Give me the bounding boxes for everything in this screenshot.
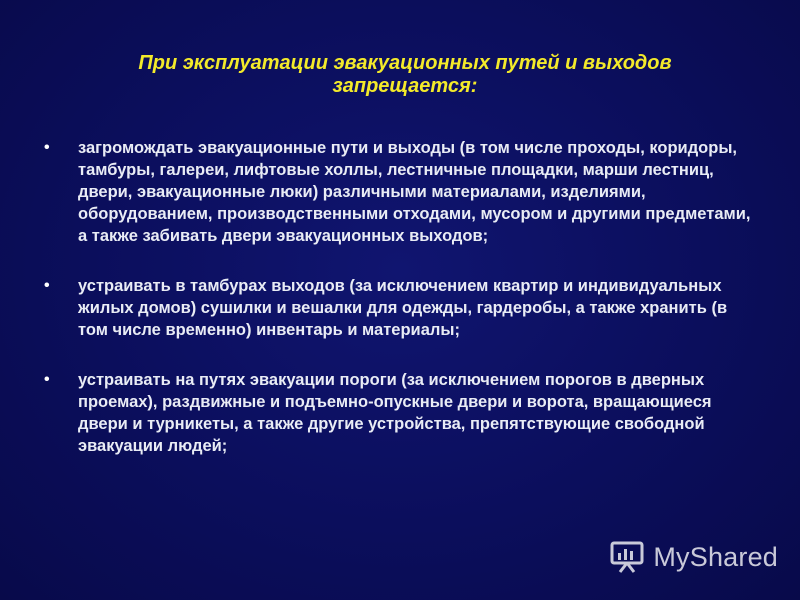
bullet-item xyxy=(44,369,759,457)
bullet-list xyxy=(44,137,759,457)
bullet-icon: • xyxy=(44,139,50,156)
watermark xyxy=(609,540,778,574)
bullet-icon: • xyxy=(44,371,50,388)
slide-title xyxy=(60,52,750,98)
title-line-2: запрещается: xyxy=(332,75,478,97)
bullet-item xyxy=(44,275,759,341)
title-line-1: При эксплуатации эвакуационных путей и выходов xyxy=(138,52,672,74)
bullet-item xyxy=(44,137,759,247)
bullet-text: устраивать в тамбурах выходов (за исключением квартир и индивидуальных жилых домов) сушилки и вешалки для одежды, гардеробы, а также хранить (в том числе временно) инвентарь и материалы; xyxy=(78,277,728,339)
bullet-text: устраивать на путях эвакуации пороги (за исключением порогов в дверных проемах), раздвижные и подъемно-опускные двери и ворота, вращающиеся двери и турникеты, а также другие устройства, препятствующие свободной эвакуации людей; xyxy=(78,371,712,455)
bullet-icon: • xyxy=(44,277,50,294)
bullet-text: загромождать эвакуационные пути и выходы (в том числе проходы, коридоры, тамбуры, галереи, лифтовые холлы, лестничные площадки, марши лестниц, двери, эвакуационные люки) различными материалами, изделиями, оборудованием, производственными отходами, мусором и другими предметами, а также забивать двери эвакуационных выходов; xyxy=(78,139,751,245)
watermark-text: MyShared xyxy=(653,541,778,572)
presentation-board-icon xyxy=(609,540,645,574)
